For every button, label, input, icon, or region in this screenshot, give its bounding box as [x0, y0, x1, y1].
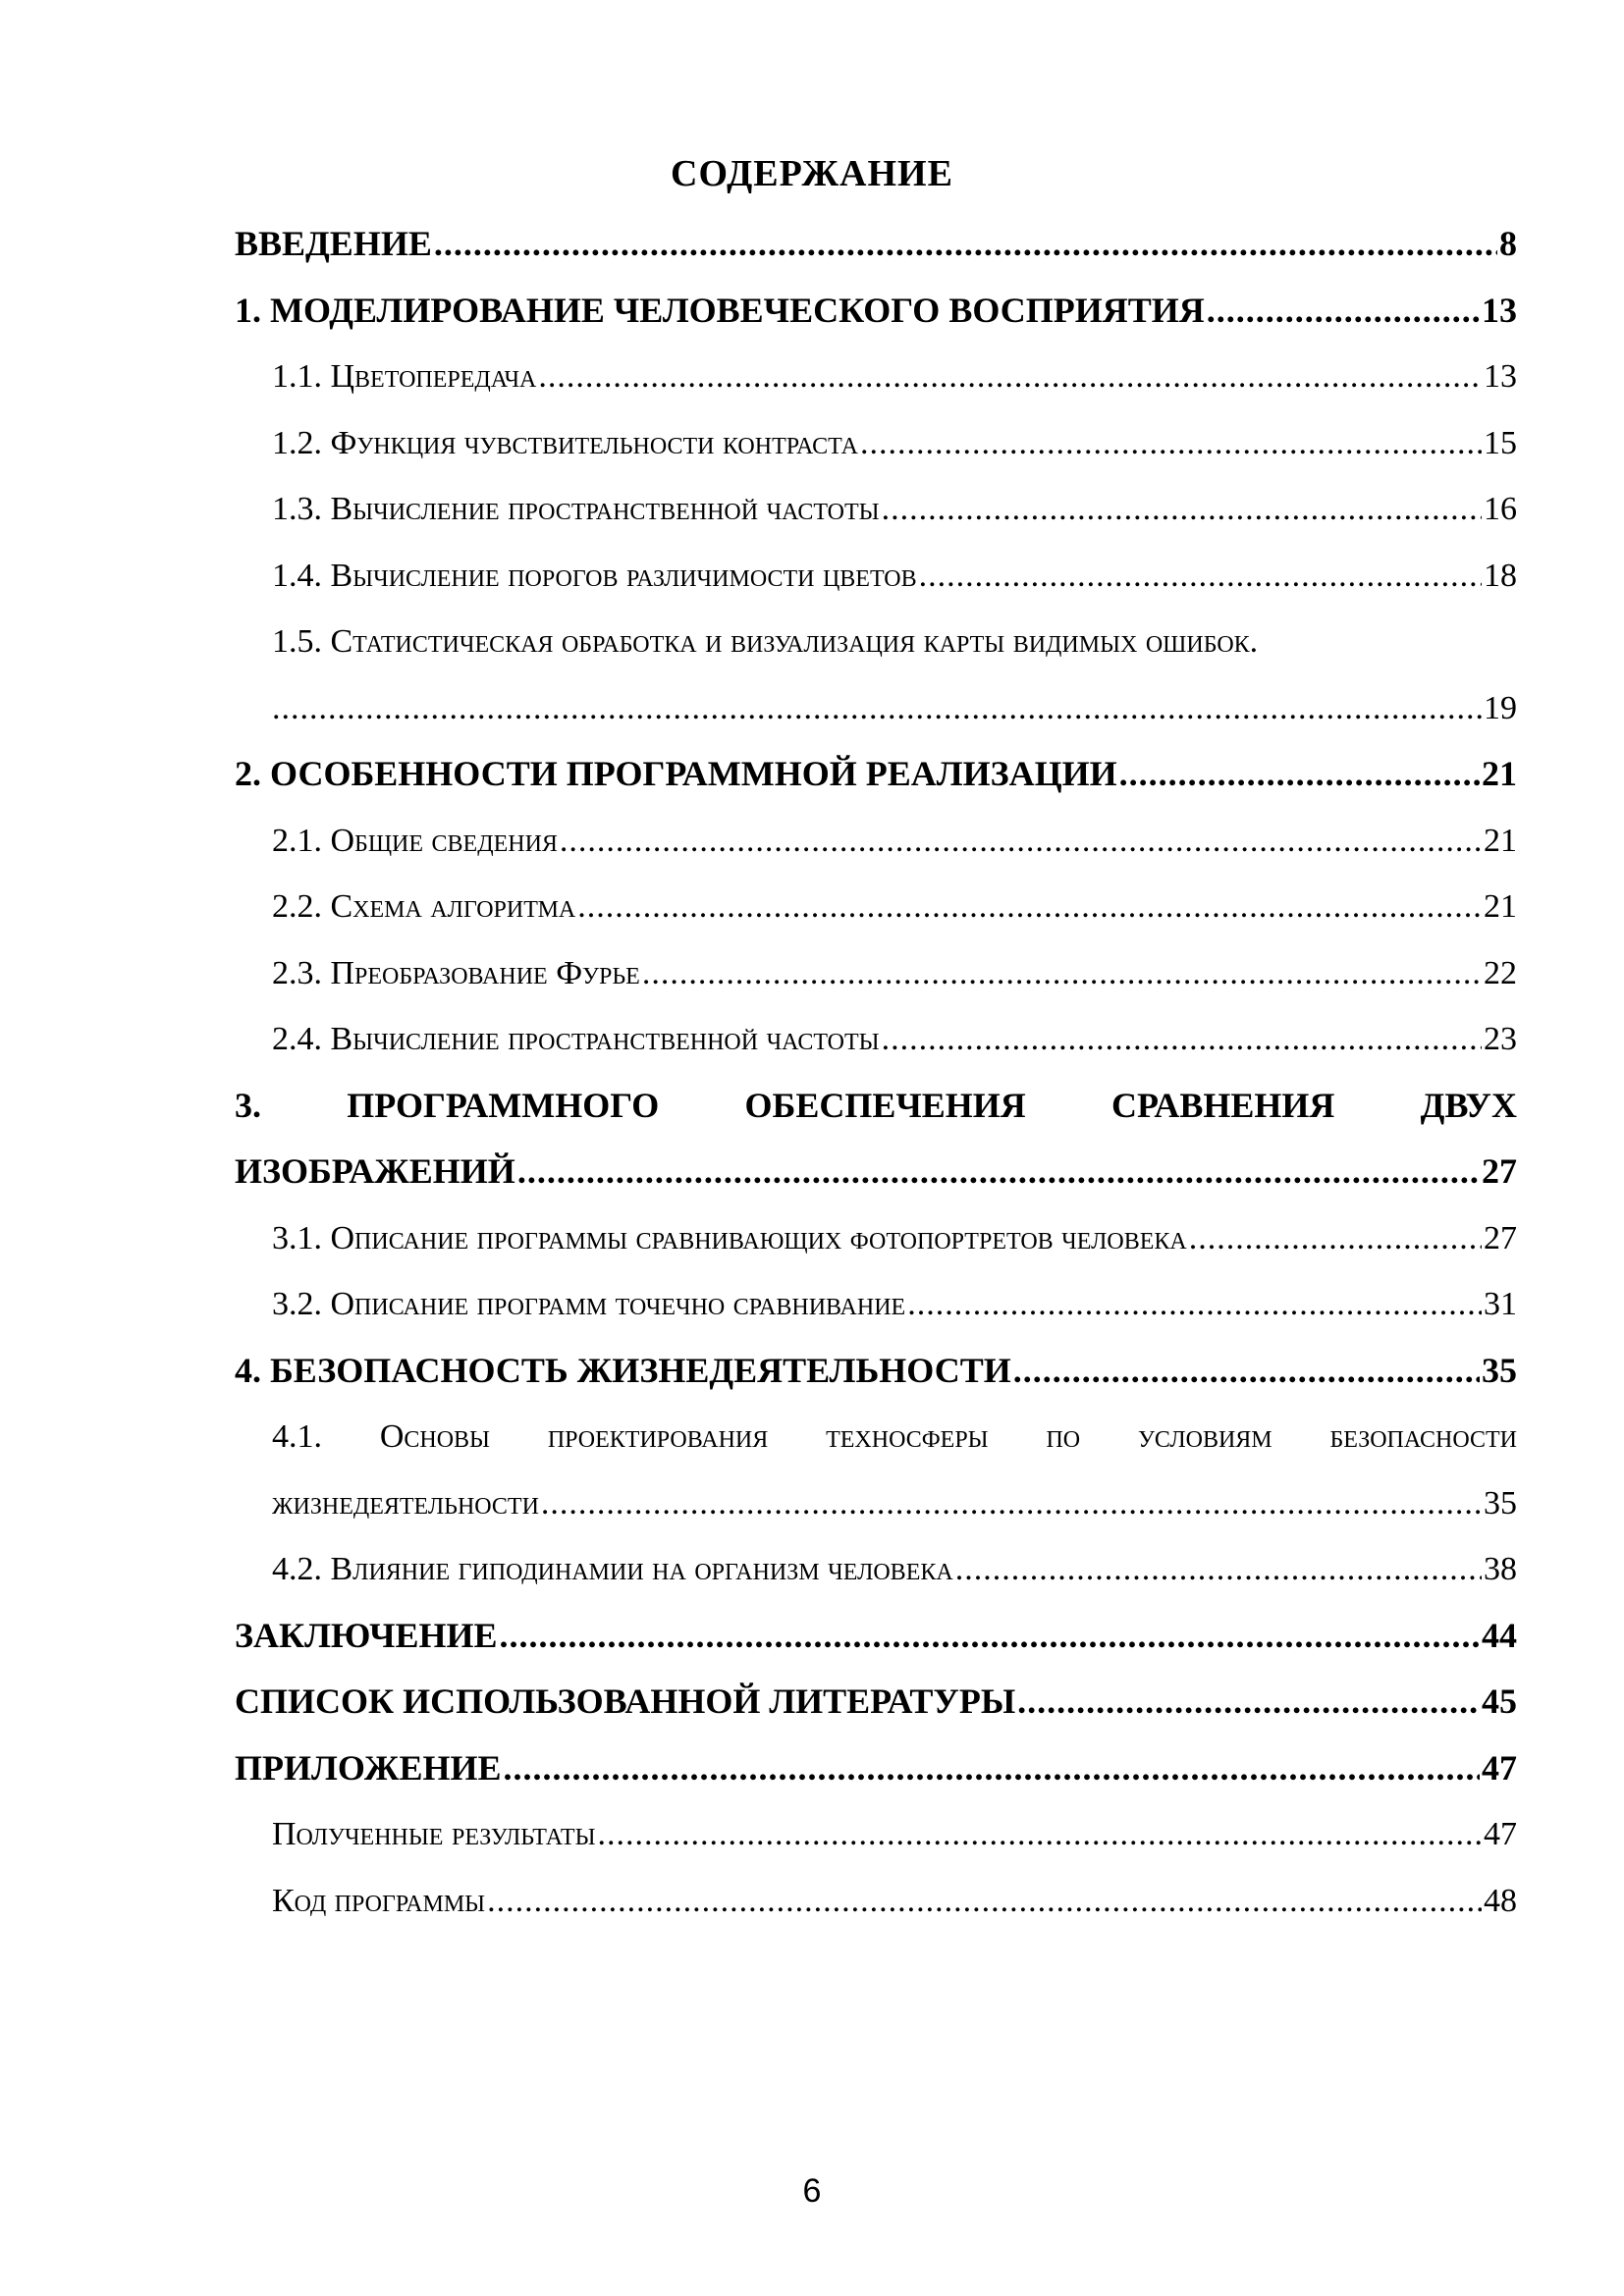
toc-entry-references[interactable] — [235, 1669, 1517, 1735]
dot-leader — [1013, 1338, 1480, 1405]
toc-page-number: 21 — [1484, 888, 1517, 925]
dot-leader — [882, 476, 1482, 543]
toc-entry-label — [272, 344, 536, 410]
toc-entry-label — [272, 543, 917, 610]
toc-word: безопасности — [1329, 1418, 1517, 1455]
toc-section-number: 2.1. — [272, 822, 322, 859]
toc-entry-appendix[interactable] — [235, 1735, 1517, 1802]
dot-leader — [500, 1603, 1480, 1670]
toc-entry-chapter-3[interactable] — [235, 1073, 1517, 1205]
dot-leader — [1017, 1669, 1480, 1735]
dot-leader — [955, 1536, 1482, 1603]
toc-section-title: Вычисление пространственной частоты — [330, 491, 880, 527]
toc-page-number: 22 — [1484, 954, 1517, 991]
toc-word: 3. — [235, 1085, 261, 1125]
toc-page-number: 23 — [1484, 1021, 1517, 1057]
page-title: СОДЕРЖАНИЕ — [671, 153, 953, 194]
toc-page-number: 27 — [1484, 1219, 1517, 1256]
toc-word: СРАВНЕНИЯ — [1111, 1085, 1335, 1125]
toc-page-number: 13 — [1482, 290, 1517, 330]
toc-section-title: Вычисление порогов различимости цветов — [330, 557, 917, 594]
toc-entry-label: ИЗОБРАЖЕНИЙ — [235, 1151, 515, 1191]
toc-entry-label: СПИСОК ИСПОЛЬЗОВАННОЙ ЛИТЕРАТУРЫ — [235, 1682, 1016, 1721]
toc-entry-label: 2. ОСОБЕННОСТИ ПРОГРАММНОЙ РЕАЛИЗАЦИИ — [235, 754, 1117, 793]
dot-leader — [860, 410, 1482, 477]
toc-entry-section-2-1[interactable] — [235, 808, 1517, 875]
toc-section-title: Описание программы сравнивающих фотопортретов человека — [330, 1219, 1187, 1256]
toc-entry-label: ЗАКЛЮЧЕНИЕ — [235, 1615, 498, 1655]
toc-word: Основы — [379, 1418, 490, 1455]
dot-leader — [504, 1735, 1480, 1802]
toc-entry-line — [235, 1139, 1517, 1205]
toc-section-title: Статистическая обработка и визуализация карты видимых ошибок. — [330, 623, 1259, 660]
toc-page-number: 45 — [1482, 1682, 1517, 1721]
toc-entry-label — [272, 410, 858, 477]
toc-entry-section-1-2[interactable] — [235, 410, 1517, 477]
dot-leader — [642, 940, 1482, 1007]
toc-entry-chapter-2[interactable] — [235, 741, 1517, 808]
toc-entry-line — [272, 1470, 1517, 1537]
dot-leader — [434, 211, 1497, 278]
toc-page-number: 44 — [1482, 1615, 1517, 1655]
toc-section-title: Преобразование Фурье — [330, 954, 640, 991]
toc-entry-chapter-1[interactable] — [235, 278, 1517, 345]
toc-section-title: Функция чувствительности контраста — [330, 424, 858, 461]
dot-leader — [560, 808, 1482, 875]
toc-entry-label — [272, 1205, 1187, 1272]
toc-entry-line — [272, 675, 1517, 742]
toc-page-number: 31 — [1484, 1286, 1517, 1322]
toc-section-title: Схема алгоритма — [330, 888, 576, 925]
toc-section-title: Влияние гиподинамии на организм человека — [330, 1551, 953, 1587]
toc-word: техносферы — [826, 1418, 989, 1455]
toc-section-number: 1.3. — [272, 491, 322, 527]
toc-page-number: 38 — [1484, 1551, 1517, 1587]
toc-section-number: 1.5. — [272, 623, 322, 660]
toc-entry-section-4-1[interactable] — [235, 1404, 1517, 1536]
dot-leader — [1119, 741, 1480, 808]
dot-leader — [919, 543, 1482, 610]
toc-section-number: 1.4. — [272, 557, 322, 594]
toc-entry-label: 4. БЕЗОПАСНОСТЬ ЖИЗНЕДЕЯТЕЛЬНОСТИ — [235, 1350, 1011, 1390]
toc-entry-line — [272, 609, 1517, 675]
dot-leader — [541, 1470, 1482, 1537]
toc-entry-chapter-4[interactable] — [235, 1338, 1517, 1405]
toc-section-number: 4.1. — [272, 1418, 322, 1455]
dot-leader — [577, 874, 1482, 940]
toc-entry-label — [272, 940, 640, 1007]
dot-leader — [517, 1139, 1480, 1205]
dot-leader — [272, 675, 1482, 742]
toc-entry-conclusion[interactable] — [235, 1603, 1517, 1670]
toc-section-number: 2.3. — [272, 954, 322, 991]
toc-page-number: 27 — [1482, 1151, 1517, 1191]
toc-entry-label — [272, 1271, 905, 1338]
toc-section-number: 3.1. — [272, 1219, 322, 1256]
toc-page-number: 16 — [1484, 491, 1517, 527]
toc-page-number: 21 — [1484, 822, 1517, 859]
dot-leader — [907, 1271, 1482, 1338]
toc-entry-line — [272, 1404, 1517, 1470]
toc-entry-section-2-4[interactable] — [235, 1006, 1517, 1073]
dot-leader — [487, 1868, 1482, 1935]
toc-entry-section-3-1[interactable] — [235, 1205, 1517, 1272]
dot-leader — [598, 1801, 1482, 1868]
toc-section-number: 1.1. — [272, 358, 322, 395]
toc-entry-section-1-3[interactable] — [235, 476, 1517, 543]
toc-page-number: 18 — [1484, 557, 1517, 594]
table-of-contents — [235, 211, 1517, 1934]
toc-entry-section-1-5[interactable] — [235, 609, 1517, 741]
toc-entry-section-3-2[interactable] — [235, 1271, 1517, 1338]
toc-entry-section-1-1[interactable] — [235, 344, 1517, 410]
toc-word: ПРОГРАММНОГО — [347, 1085, 660, 1125]
toc-page-number: 35 — [1484, 1484, 1517, 1522]
toc-word: условиям — [1137, 1418, 1272, 1455]
toc-word: ДВУХ — [1420, 1085, 1517, 1125]
dot-leader — [538, 344, 1482, 410]
toc-word: по — [1046, 1418, 1081, 1455]
toc-section-title: Цветопередача — [330, 358, 537, 395]
toc-entry-label — [272, 623, 1258, 660]
toc-section-number: 4.2. — [272, 1551, 322, 1587]
toc-entry-appendix-results[interactable] — [235, 1801, 1517, 1868]
toc-entry-section-1-4[interactable] — [235, 543, 1517, 610]
toc-section-number: 2.2. — [272, 888, 322, 925]
toc-section-title: Описание программ точечно сравнивание — [330, 1286, 906, 1322]
dot-leader — [1189, 1205, 1482, 1272]
toc-page-number: 48 — [1484, 1882, 1517, 1919]
toc-page-number: 15 — [1484, 424, 1517, 461]
toc-entry-label — [272, 476, 880, 543]
toc-entry-line — [235, 1073, 1517, 1140]
toc-page-number: 47 — [1484, 1816, 1517, 1852]
toc-entry-label — [272, 874, 575, 940]
toc-section-number: 1.2. — [272, 424, 322, 461]
toc-page-number: 13 — [1484, 358, 1517, 395]
toc-page-number: 21 — [1482, 754, 1517, 793]
toc-entry-section-2-3[interactable] — [235, 940, 1517, 1007]
toc-page-number: 47 — [1482, 1747, 1517, 1788]
toc-word: проектирования — [547, 1418, 769, 1455]
toc-page-number: 19 — [1484, 689, 1517, 726]
toc-page-number: 8 — [1499, 224, 1517, 263]
toc-section-title: Вычисление пространственной частоты — [330, 1021, 880, 1057]
toc-entry-label — [272, 808, 558, 875]
toc-entry-introduction[interactable] — [235, 211, 1517, 278]
toc-entry-appendix-code[interactable] — [235, 1868, 1517, 1935]
toc-entry-label: 1. МОДЕЛИРОВАНИЕ ЧЕЛОВЕЧЕСКОГО ВОСПРИЯТИЯ — [235, 290, 1205, 330]
toc-entry-label: Код программы — [272, 1882, 486, 1919]
toc-word: ОБЕСПЕЧЕНИЯ — [744, 1085, 1026, 1125]
toc-entry-label: жизнедеятельности — [272, 1484, 539, 1522]
toc-entry-label — [272, 1536, 953, 1603]
toc-entry-label: Полученные результаты — [272, 1816, 596, 1852]
toc-entry-label: ПРИЛОЖЕНИЕ — [235, 1747, 502, 1788]
toc-section-number: 2.4. — [272, 1021, 322, 1057]
toc-entry-label — [272, 1006, 880, 1073]
toc-entry-section-2-2[interactable] — [235, 874, 1517, 940]
toc-entry-label: ВВЕДЕНИЕ — [235, 224, 432, 263]
dot-leader — [1207, 278, 1480, 345]
toc-section-title: Общие сведения — [330, 822, 558, 859]
toc-entry-section-4-2[interactable] — [235, 1536, 1517, 1603]
dot-leader — [882, 1006, 1482, 1073]
toc-section-number: 3.2. — [272, 1286, 322, 1322]
page-number: 6 — [802, 2172, 822, 2210]
toc-page-number: 35 — [1482, 1350, 1517, 1390]
